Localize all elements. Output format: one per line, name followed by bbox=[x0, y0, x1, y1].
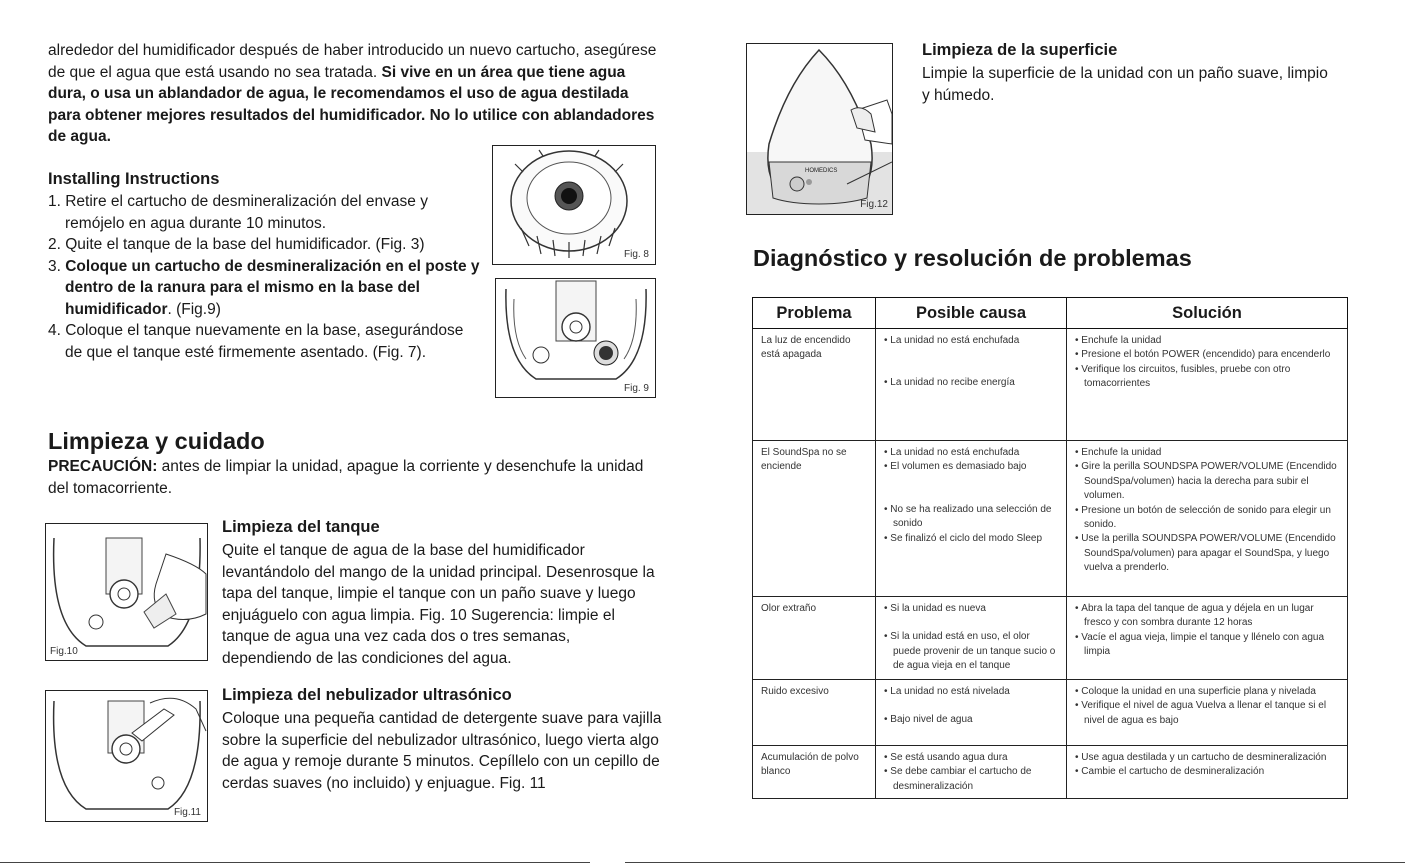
step-3-tail: . (Fig.9) bbox=[167, 300, 221, 318]
nebulizer-text: Coloque una pequeña cantidad de detergente suave para vajilla sobre la superficie del nebulizador ultrasónico, luego vierta algo de agua y remoje durante 5 minutos. Cepíllelo con un cepillo de cerdas suaves (no incluido) y enjuague. Fig. 11 bbox=[222, 710, 662, 792]
solution-item: • Vacíe el agua vieja, limpie el tanque y llénelo con agua limpia bbox=[1075, 631, 1341, 660]
solution-item: • Presione un botón de selección de sonido para elegir un sonido. bbox=[1075, 504, 1341, 533]
fig-12-label: Fig.12 bbox=[860, 199, 888, 210]
troubleshooting-table bbox=[752, 297, 1348, 799]
step-3-num: 3. bbox=[48, 257, 66, 275]
table-header-row bbox=[753, 298, 1348, 329]
surface-text: Limpie la superficie de la unidad con un paño suave, limpio y húmedo. bbox=[922, 65, 1328, 104]
header-solution: Solución bbox=[1067, 298, 1348, 329]
solution-item: • Enchufe la unidad bbox=[1075, 334, 1341, 348]
solution-item: • Verifique los circuitos, fusibles, pruebe con otro tomacorrientes bbox=[1075, 363, 1341, 392]
solution-cell bbox=[1067, 597, 1348, 680]
surface-cleaning-illustration bbox=[747, 44, 892, 214]
problem-cell: Ruido excesivo bbox=[753, 680, 876, 746]
solution-cell bbox=[1067, 680, 1348, 746]
nebulizer-title: Limpieza del nebulizador ultrasónico bbox=[222, 686, 512, 704]
cause-item: • Bajo nivel de agua bbox=[884, 713, 1060, 727]
cause-item: • El volumen es demasiado bajo bbox=[884, 460, 1060, 474]
solution-cell bbox=[1067, 441, 1348, 597]
table-row bbox=[753, 329, 1348, 441]
step-2: 2. Quite el tanque de la base del humidificador. (Fig. 3) bbox=[48, 236, 425, 253]
table-row bbox=[753, 680, 1348, 746]
fig-10-label: Fig.10 bbox=[50, 646, 78, 657]
header-problem: Problema bbox=[753, 298, 876, 329]
solution-item: • Gire la perilla SOUNDSPA POWER/VOLUME (Encendido SoundSpa/volumen) hacia la derecha para subir el volumen. bbox=[1075, 460, 1341, 503]
nebulizer-cleaning-illustration bbox=[46, 691, 207, 821]
caution-label: PRECAUCIÓN: bbox=[48, 458, 158, 475]
cause-cell bbox=[876, 746, 1067, 799]
cause-item: • La unidad no está nivelada bbox=[884, 685, 1060, 699]
solution-cell bbox=[1067, 329, 1348, 441]
step-3-bold: Coloque un cartucho de desmineralización en el poste y dentro de la ranura para el mismo en la base del humidificador bbox=[65, 257, 480, 318]
caution-paragraph bbox=[48, 456, 668, 499]
problem-cell: La luz de encendido está apagada bbox=[753, 329, 876, 441]
installing-title: Installing Instructions bbox=[48, 170, 220, 188]
cause-item: • Si la unidad es nueva bbox=[884, 602, 1060, 616]
tank-cleaning-illustration bbox=[46, 524, 207, 660]
left-page-bottom-rule bbox=[0, 862, 590, 863]
caution-text: antes de limpiar la unidad, apague la corriente y desenchufe la unidad del tomacorriente. bbox=[48, 458, 644, 497]
cause-item: • La unidad no está enchufada bbox=[884, 334, 1060, 348]
tank-text: Quite el tanque de agua de la base del humidificador levantándolo del mango de la unidad principal. Desenrosque la tapa del tanque, limpie el tanque con un paño suave y luego enjuáguelo con agua limpia. Fig. 10 Sugerencia: limpie el tanque de agua una vez cada dos o tres semanas, dependiendo de las condiciones del agua. bbox=[222, 542, 655, 667]
cause-item: • Se está usando agua dura bbox=[884, 751, 1060, 765]
fig-12-logo: HOMEDICS bbox=[805, 168, 838, 174]
cause-item: • No se ha realizado una selección de sonido bbox=[884, 503, 1060, 532]
cleaning-title: Limpieza y cuidado bbox=[48, 428, 265, 454]
cause-item: • Se finalizó el ciclo del modo Sleep bbox=[884, 532, 1060, 546]
solution-item: • Coloque la unidad en una superficie plana y nivelada bbox=[1075, 685, 1341, 699]
solution-item: • Enchufe la unidad bbox=[1075, 446, 1341, 460]
cause-item: • La unidad no está enchufada bbox=[884, 446, 1060, 460]
cause-cell bbox=[876, 441, 1067, 597]
header-cause: Posible causa bbox=[876, 298, 1067, 329]
intro-paragraph bbox=[48, 40, 658, 148]
table-row bbox=[753, 441, 1348, 597]
cause-cell bbox=[876, 329, 1067, 441]
problem-cell: Acumulación de polvo blanco bbox=[753, 746, 876, 799]
solution-item: • Cambie el cartucho de desmineralización bbox=[1075, 765, 1341, 779]
figure-10 bbox=[45, 523, 208, 661]
tank-title: Limpieza del tanque bbox=[222, 518, 380, 536]
surface-title: Limpieza de la superficie bbox=[922, 41, 1118, 59]
solution-cell bbox=[1067, 746, 1348, 799]
figure-11 bbox=[45, 690, 208, 822]
solution-item: • Use la perilla SOUNDSPA POWER/VOLUME (Encendido SoundSpa/volumen) para apagar el SoundSpa, y luego vuelva a prenderlo. bbox=[1075, 532, 1341, 575]
table-row bbox=[753, 597, 1348, 680]
cause-item: • Si la unidad está en uso, el olor puede provenir de un tanque sucio o de agua vieja en el tanque bbox=[884, 630, 1060, 673]
figure-12 bbox=[746, 43, 893, 215]
cartridge-illustration bbox=[493, 146, 655, 264]
step-4: 4. Coloque el tanque nuevamente en la base, asegurándose de que el tanque esté firmemente asentado. (Fig. 7). bbox=[48, 322, 464, 361]
right-page-bottom-rule bbox=[625, 862, 1405, 863]
cause-cell bbox=[876, 680, 1067, 746]
fig-8-label: Fig. 8 bbox=[623, 249, 649, 260]
table-row bbox=[753, 746, 1348, 799]
figure-8 bbox=[492, 145, 656, 265]
problem-cell: El SoundSpa no se enciende bbox=[753, 441, 876, 597]
intro-plain: alrededor del humidificador después de haber introducido un nuevo cartucho, asegúrese de que el agua que está usando no sea tratada. bbox=[48, 42, 657, 81]
fig-11-label: Fig.11 bbox=[173, 807, 201, 818]
cause-item: • Se debe cambiar el cartucho de desmineralización bbox=[884, 765, 1060, 794]
fig-9-label: Fig. 9 bbox=[623, 383, 649, 394]
cause-cell bbox=[876, 597, 1067, 680]
solution-item: • Abra la tapa del tanque de agua y déjela en un lugar fresco y con sombra durante 12 horas bbox=[1075, 602, 1341, 631]
base-illustration bbox=[496, 279, 655, 397]
figure-9 bbox=[495, 278, 656, 398]
solution-item: • Presione el botón POWER (encendido) para encenderlo bbox=[1075, 348, 1341, 362]
step-3 bbox=[48, 256, 480, 321]
troubleshooting-title: Diagnóstico y resolución de problemas bbox=[753, 245, 1192, 271]
solution-item: • Verifique el nivel de agua Vuelva a llenar el tanque si el nivel de agua es bajo bbox=[1075, 699, 1341, 728]
cause-item: • La unidad no recibe energía bbox=[884, 376, 1060, 390]
installing-steps bbox=[48, 191, 480, 363]
intro-bold: Si vive en un área que tiene agua dura, o usa un ablandador de agua, le recomendamos el uso de agua destilada para obtener mejores resultados del humidificador. No lo utilice con ablandadores de agua. bbox=[48, 63, 655, 145]
problem-cell: Olor extraño bbox=[753, 597, 876, 680]
step-1: 1. Retire el cartucho de desmineralización del envase y remójelo en agua durante 10 minutos. bbox=[48, 193, 428, 232]
solution-item: • Use agua destilada y un cartucho de desmineralización bbox=[1075, 751, 1341, 765]
